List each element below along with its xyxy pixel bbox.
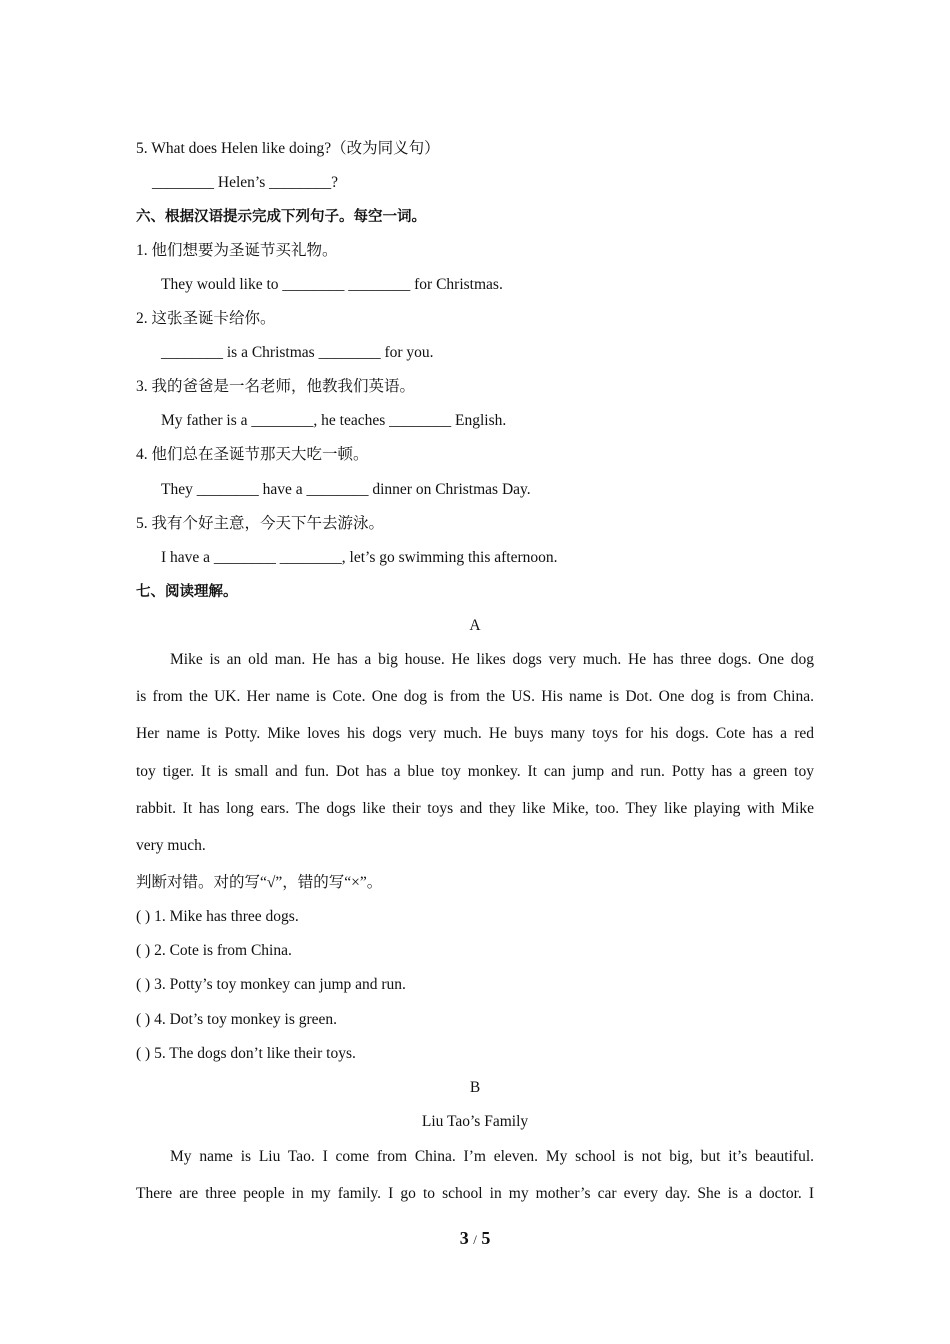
s6-item-1-en: They would like to ________ ________ for Christmas. xyxy=(161,276,503,293)
s6-item-3-cn: 3. 我的爸爸是一名老师，他教我们英语。 xyxy=(136,378,416,395)
tf-question-4: ( ) 4. Dot’s toy monkey is green. xyxy=(136,1011,338,1028)
tf-question-2: ( ) 2. Cote is from China. xyxy=(136,942,292,959)
page-separator: / xyxy=(473,1232,477,1247)
tf-question-3: ( ) 3. Potty’s toy monkey can jump and run. xyxy=(136,976,406,993)
section-6-title: 六、根据汉语提示完成下列句子。每空一词。 xyxy=(136,209,426,225)
s6-item-2-cn: 2. 这张圣诞卡给你。 xyxy=(136,310,276,327)
passage-a-line-6: very much. xyxy=(136,837,206,854)
question-5: 5. What does Helen like doing?（改为同义句） xyxy=(136,140,440,157)
passage-a-label: A xyxy=(469,617,481,634)
passage-b-label: B xyxy=(469,1079,481,1096)
passage-b-title: Liu Tao’s Family xyxy=(421,1113,529,1130)
s6-item-4-cn: 4. 他们总在圣诞节那天大吃一顿。 xyxy=(136,446,369,463)
passage-a-line-5: rabbit. It has long ears. The dogs like their toys and they like Mike, too. They like playing with Mike xyxy=(136,800,814,817)
tf-question-5: ( ) 5. The dogs don’t like their toys. xyxy=(136,1045,356,1062)
passage-b-line-2: There are three people in my family. I go to school in my mother’s car every day. She is a doctor. I xyxy=(136,1185,814,1202)
s6-item-4-en: They ________ have a ________ dinner on Christmas Day. xyxy=(161,481,531,498)
page-number xyxy=(0,1228,950,1249)
passage-a-line-2: is from the UK. Her name is Cote. One dog is from the US. His name is Dot. One dog is from China. xyxy=(136,688,814,705)
s6-item-5-cn: 5. 我有个好主意，今天下午去游泳。 xyxy=(136,515,385,532)
passage-a-line-1: Mike is an old man. He has a big house. He likes dogs very much. He has three dogs. One dog xyxy=(170,651,814,668)
question-5-answer-line: ________ Helen’s ________? xyxy=(152,174,338,191)
document-page xyxy=(136,0,814,1344)
page-current: 3 xyxy=(459,1228,469,1248)
page-total: 5 xyxy=(481,1228,491,1248)
section-7-title: 七、阅读理解。 xyxy=(136,584,238,600)
passage-a-line-4: toy tiger. It is small and fun. Dot has a blue toy monkey. It can jump and run. Potty has a green toy xyxy=(136,763,814,780)
s6-item-3-en: My father is a ________, he teaches ________ English. xyxy=(161,412,507,429)
s6-item-5-en: I have a ________ ________, let’s go swimming this afternoon. xyxy=(161,549,558,566)
passage-a-line-3: Her name is Potty. Mike loves his dogs very much. He buys many toys for his dogs. Cote has a red xyxy=(136,725,814,742)
tf-question-1: ( ) 1. Mike has three dogs. xyxy=(136,908,299,925)
s6-item-1-cn: 1. 他们想要为圣诞节买礼物。 xyxy=(136,242,338,259)
true-false-instruction: 判断对错。对的写“√”，错的写“×”。 xyxy=(136,874,383,891)
s6-item-2-en: ________ is a Christmas ________ for you. xyxy=(161,344,434,361)
passage-b-line-1: My name is Liu Tao. I come from China. I’m eleven. My school is not big, but it’s beautiful. xyxy=(170,1148,814,1165)
